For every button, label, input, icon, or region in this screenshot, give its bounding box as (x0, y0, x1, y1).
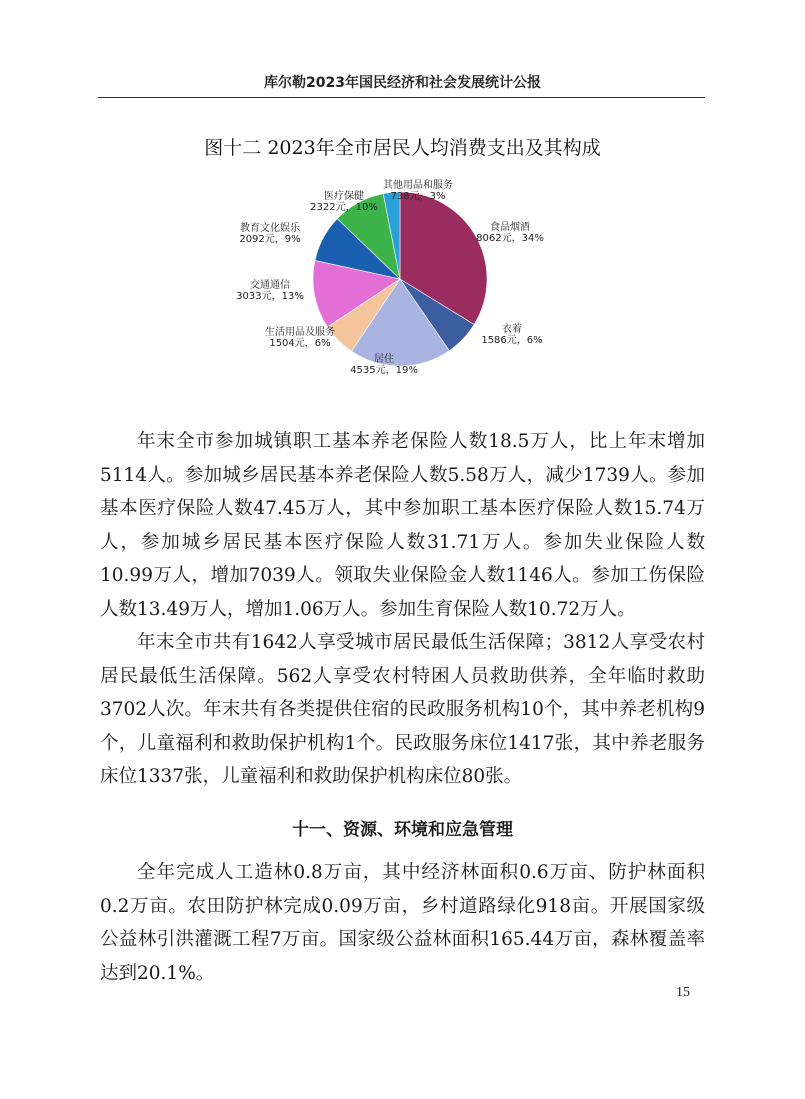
slice-value-label: 1586元，6% (481, 335, 543, 346)
slice-category-label: 教育文化娱乐 (240, 223, 300, 234)
figure-title: 图十二 2023年全市居民人均消费支出及其构成 (204, 137, 601, 159)
section-heading: 十一、资源、环境和应急管理 (292, 820, 513, 840)
slice-value-label: 738元，3% (390, 191, 446, 202)
paragraph-forestry: 全年完成人工造林0.8万亩，其中经济林面积0.6万亩、防护林面积0.2万亩。农田防护林完成0.09万亩，乡村道路绿化918亩。开展国家级公益林引洪灌溉工程7万亩。国家级公益林面积165.44万亩，森林覆盖率达到20.1%。 (100, 862, 705, 984)
page-number: 15 (676, 985, 690, 1000)
slice-value-label: 3033元，13% (236, 291, 304, 302)
slice-value-label: 2092元，9% (239, 234, 301, 245)
slice-category-label: 居住 (374, 354, 394, 365)
paragraph-social-assistance: 年末全市共有1642人享受城市居民最低生活保障；3812人享受农村居民最低生活保障。562人享受农村特困人员救助供养，全年临时救助3702人次。年末共有各类提供住宿的民政服务机构10个，其中养老机构9个，儿童福利和救助保护机构1个。民政服务床位1417张，其中养老服务床位1337张，儿童福利和救助保护机构床位80张。 (100, 632, 705, 788)
slice-category-label: 交通通信 (250, 280, 290, 291)
paragraph-social-insurance: 年末全市参加城镇职工基本养老保险人数18.5万人，比上年末增加5114人。参加城乡居民基本养老保险人数5.58万人，减少1739人。参加基本医疗保险人数47.45万人，其中参加职工基本医疗保险人数15.74万人，参加城乡居民基本医疗保险人数31.71万人。参加失业保险人数10.99万人，增加7039人。领取失业保险金人数1146人。参加工伤保险人数13.49万人，增加1.06万人。参加生育保险人数10.72万人。 (100, 431, 705, 620)
pie-chart (200, 175, 580, 385)
slice-category-label: 生活用品及服务 (265, 327, 335, 338)
slice-category-label: 衣着 (502, 324, 522, 335)
slice-category-label: 医疗保健 (324, 191, 364, 202)
slice-value-label: 2322元，10% (310, 202, 378, 213)
slice-value-label: 8062元，34% (476, 233, 544, 244)
slice-category-label: 其他用品和服务 (383, 180, 453, 191)
slice-value-label: 1504元，6% (269, 338, 331, 349)
header-divider (98, 97, 705, 98)
slice-category-label: 食品烟酒 (490, 222, 530, 233)
page-header: 库尔勒2023年国民经济和社会发展统计公报 (264, 75, 541, 91)
slice-value-label: 4535元，19% (350, 365, 418, 376)
